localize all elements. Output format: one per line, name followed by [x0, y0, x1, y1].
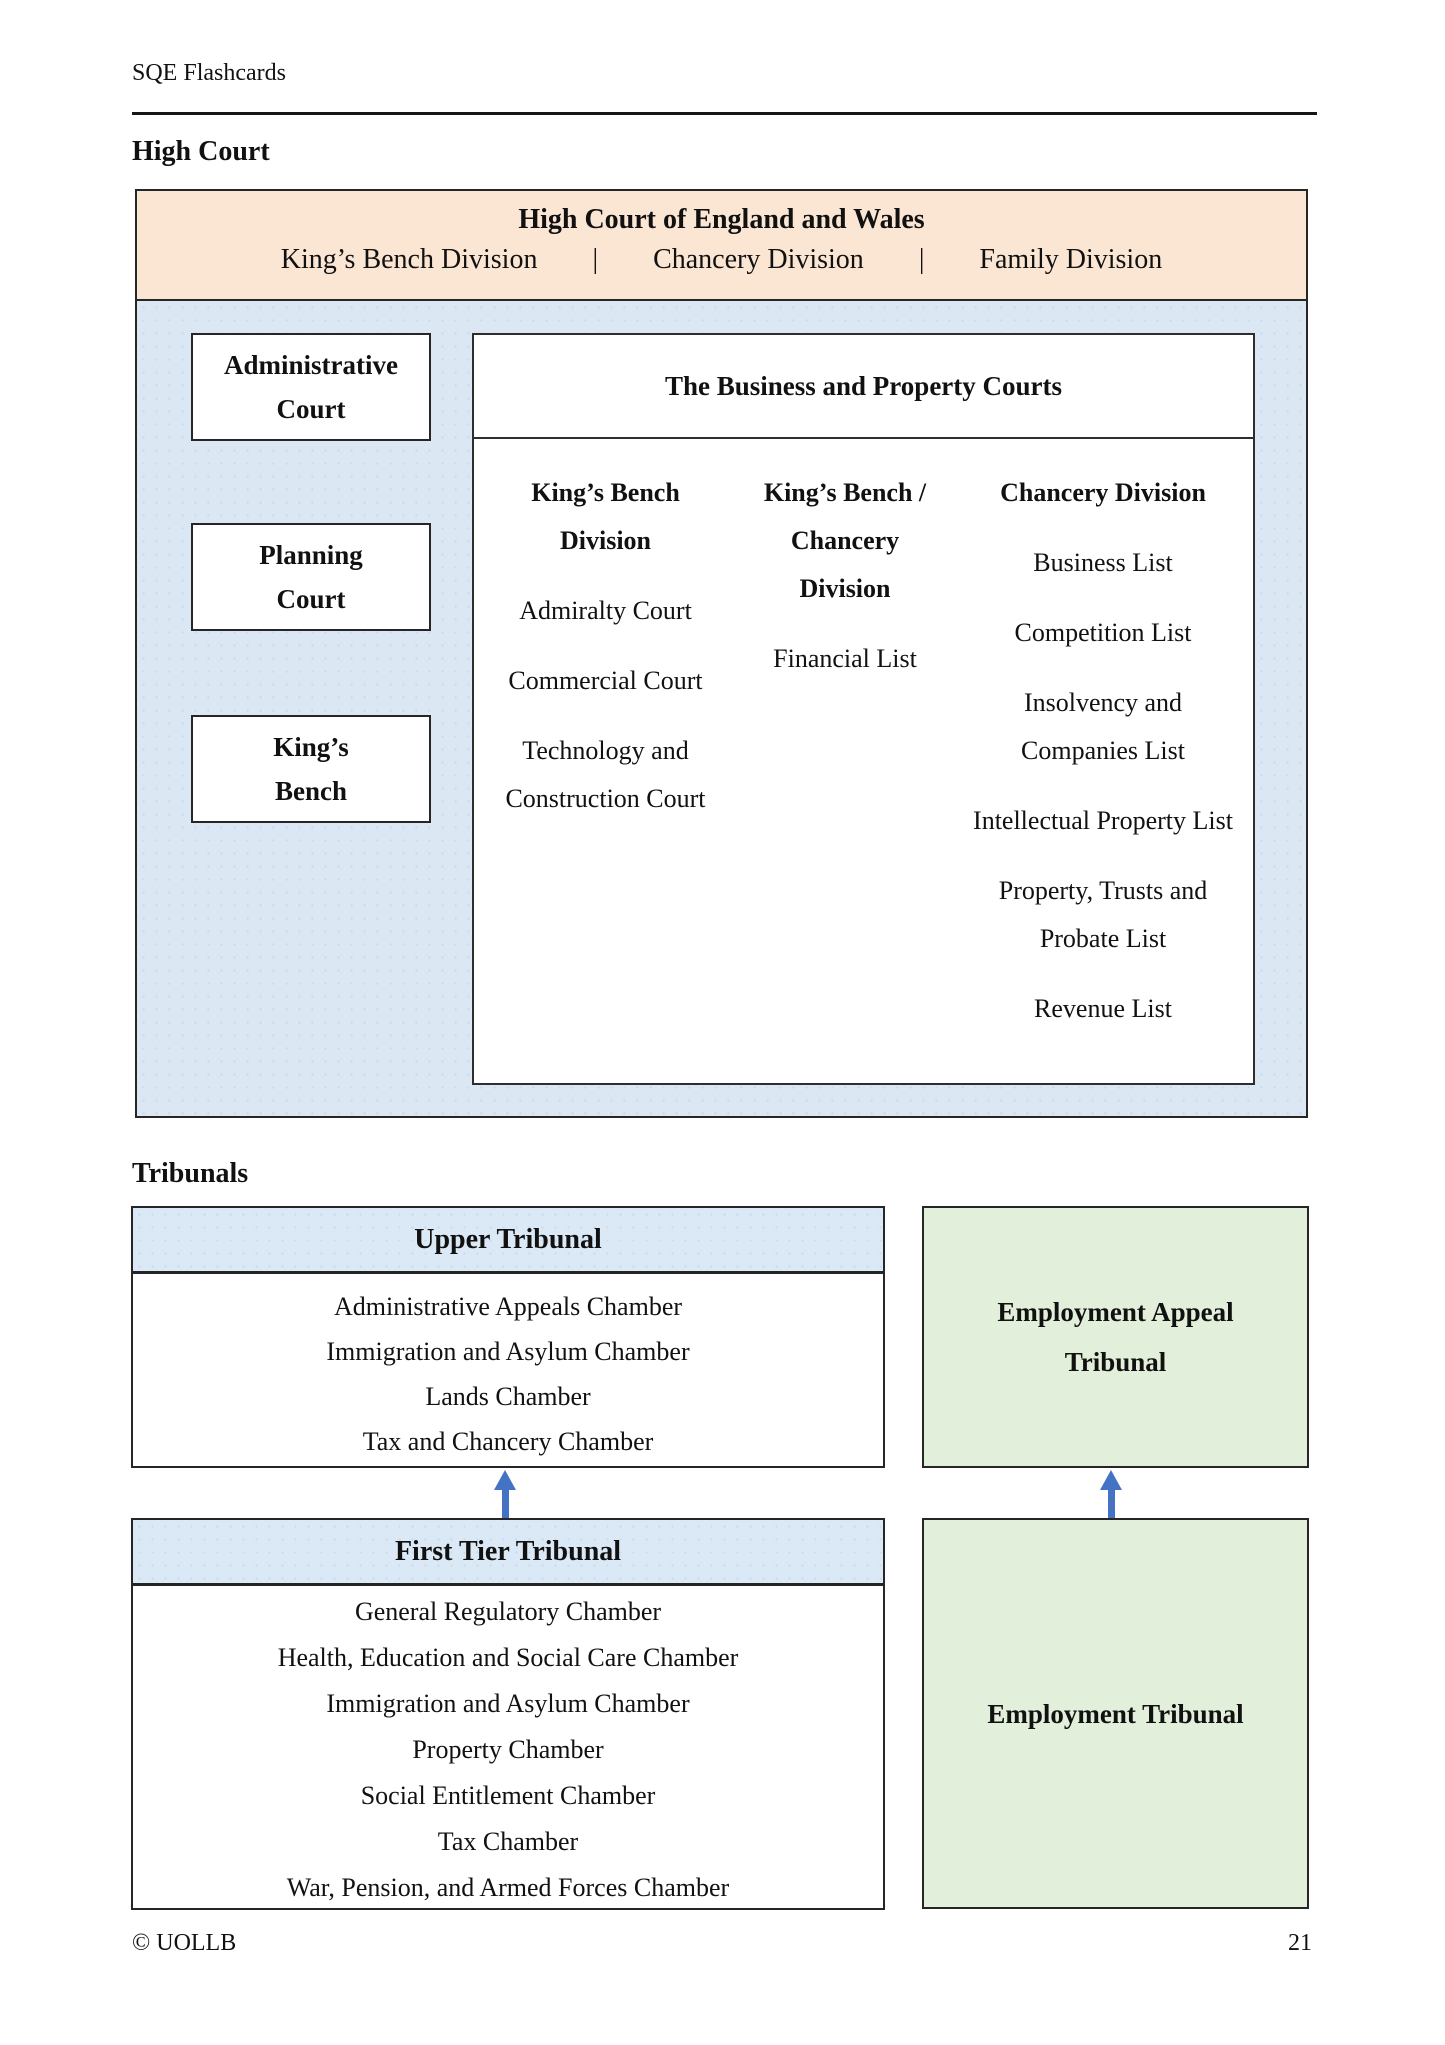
- column-item: Property, Trusts and Probate List: [998, 876, 1208, 953]
- chamber-line: War, Pension, and Armed Forces Chamber: [286, 1873, 730, 1902]
- bpc-column-kings-bench: [488, 469, 723, 1033]
- chamber-line: Health, Education and Social Care Chamber: [277, 1643, 739, 1672]
- column-header: [1000, 469, 1206, 517]
- arrow-head: [494, 1470, 516, 1490]
- column-item: Admiralty Court: [519, 596, 692, 625]
- high-court-figure: [135, 189, 1308, 1118]
- first-tier-tribunal-header: First Tier Tribunal: [133, 1520, 883, 1586]
- column-header: [764, 469, 926, 613]
- upper-tribunal-box: [131, 1206, 885, 1468]
- bpc-columns: [474, 439, 1253, 1033]
- column-item: Financial List: [773, 644, 917, 673]
- column-item: Business List: [1033, 548, 1173, 577]
- column-header-line: Division: [559, 526, 652, 555]
- column-header-line: King’s Bench: [531, 478, 680, 507]
- box-label-line: Administrative: [224, 350, 398, 380]
- business-property-courts-box: [472, 333, 1255, 1085]
- employment-appeal-tribunal-box: [922, 1206, 1309, 1468]
- column-header-line: Chancery Division: [1000, 478, 1206, 507]
- division-family: Family Division: [979, 244, 1163, 275]
- column-item: Technology and Construction Court: [505, 736, 706, 813]
- column-header-line: King’s Bench /: [763, 478, 927, 507]
- arrow-stem: [502, 1490, 509, 1518]
- high-court-body: [137, 301, 1306, 1116]
- employment-tribunal-label: Employment Tribunal: [987, 1698, 1244, 1729]
- employment-tribunal-box: [922, 1518, 1309, 1909]
- divider-pipe: |: [918, 244, 925, 275]
- upper-tribunal-header: Upper Tribunal: [133, 1208, 883, 1274]
- first-tier-tribunal-box: [131, 1518, 885, 1910]
- bpc-column-kb-chancery: [730, 469, 960, 1033]
- page-header: SQE Flashcards: [132, 60, 286, 86]
- column-item: Commercial Court: [508, 666, 703, 695]
- page-number: 21: [1288, 1930, 1312, 1956]
- bpc-title: The Business and Property Courts: [474, 335, 1253, 439]
- box-label-line: Court: [276, 394, 346, 424]
- divider-pipe: |: [592, 244, 599, 275]
- column-item: Revenue List: [1034, 994, 1172, 1023]
- chamber-line: Immigration and Asylum Chamber: [326, 1337, 690, 1366]
- high-court-title: High Court of England and Wales: [518, 204, 925, 235]
- chamber-line: Tax Chamber: [437, 1827, 579, 1856]
- column-item: Competition List: [1014, 618, 1192, 647]
- box-label-line: Court: [276, 584, 346, 614]
- chamber-line: Social Entitlement Chamber: [360, 1781, 656, 1810]
- chamber-line: Administrative Appeals Chamber: [333, 1292, 683, 1321]
- column-item: Intellectual Property List: [973, 806, 1233, 835]
- up-arrow-icon: [1100, 1470, 1122, 1518]
- column-header: [531, 469, 680, 565]
- division-chancery: Chancery Division: [653, 244, 864, 275]
- chamber-line: Lands Chamber: [425, 1382, 591, 1411]
- box-kings-bench: [191, 715, 431, 823]
- up-arrow-icon: [494, 1470, 516, 1518]
- section-title-high-court: High Court: [132, 136, 270, 167]
- chamber-line: General Regulatory Chamber: [354, 1597, 662, 1626]
- bpc-column-chancery: [967, 469, 1239, 1033]
- column-header-line: Chancery: [790, 526, 900, 555]
- box-administrative-court: [191, 333, 431, 441]
- upper-tribunal-chambers: [133, 1274, 883, 1464]
- employment-appeal-tribunal-label: Employment Appeal Tribunal: [997, 1297, 1234, 1377]
- first-tier-tribunal-chambers: [133, 1586, 883, 1911]
- chamber-line: Property Chamber: [412, 1735, 604, 1764]
- header-rule: [132, 112, 1317, 115]
- division-kings-bench: King’s Bench Division: [280, 244, 538, 275]
- box-label-line: Bench: [274, 776, 347, 806]
- chamber-line: Tax and Chancery Chamber: [362, 1427, 654, 1456]
- arrow-head: [1100, 1470, 1122, 1490]
- high-court-header-band: [137, 191, 1306, 301]
- chamber-line: Immigration and Asylum Chamber: [326, 1689, 690, 1718]
- arrow-stem: [1108, 1490, 1115, 1518]
- box-label-line: King’s: [273, 732, 349, 762]
- box-planning-court: [191, 523, 431, 631]
- section-title-tribunals: Tribunals: [132, 1158, 249, 1189]
- column-header-line: Division: [799, 574, 891, 603]
- divisions-row: [137, 244, 1306, 276]
- page-footer-copyright: © UOLLB: [132, 1930, 237, 1956]
- column-item: Insolvency and Companies List: [1021, 688, 1185, 765]
- box-label-line: Planning: [259, 540, 363, 570]
